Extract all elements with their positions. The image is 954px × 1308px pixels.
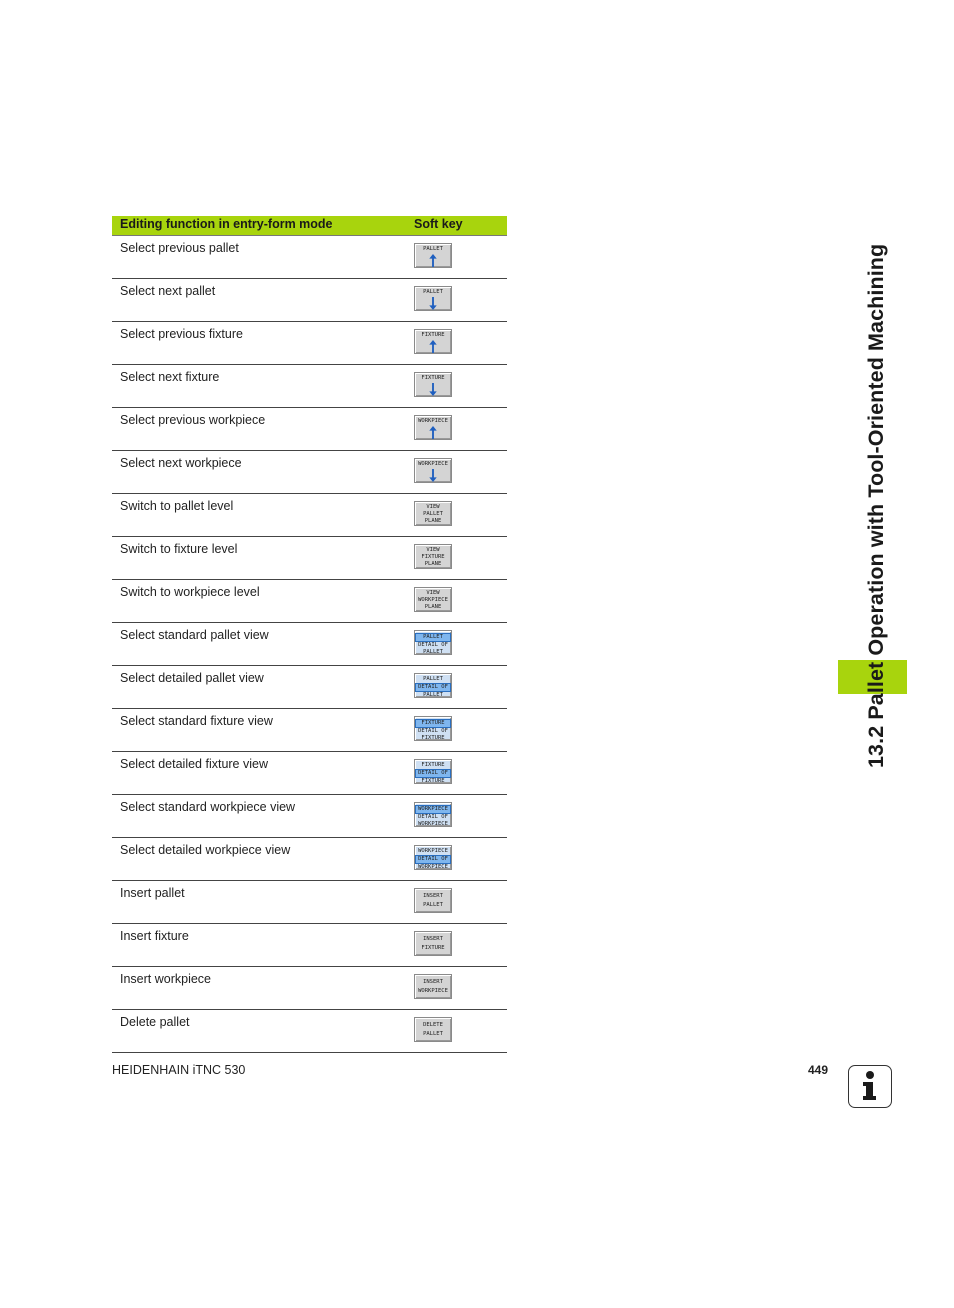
arrow-up-icon [429, 254, 437, 267]
function-label: Select next workpiece [120, 456, 242, 470]
footer-product: HEIDENHAIN iTNC 530 [112, 1063, 246, 1077]
function-label: Insert workpiece [120, 972, 212, 986]
soft-key-button[interactable] [414, 415, 452, 440]
soft-key-text: VIEW [426, 504, 440, 510]
function-label: Select next fixture [120, 370, 220, 384]
soft-key-text: PALLET [415, 633, 451, 642]
soft-key-text: VIEW [426, 590, 440, 596]
function-label: Select previous pallet [120, 241, 239, 255]
soft-key-button[interactable] [414, 673, 452, 698]
soft-key-button[interactable] [414, 286, 452, 311]
soft-key-text: INSERT [423, 892, 443, 899]
soft-key-text: FIXTURE [421, 944, 445, 951]
soft-key-button[interactable] [414, 1017, 452, 1042]
soft-key-text: DETAIL OF [418, 642, 448, 648]
arrow-down-icon [429, 297, 437, 310]
function-label: Select previous workpiece [120, 413, 266, 427]
header-function: Editing function in entry-form mode [120, 217, 333, 231]
function-label: Insert fixture [120, 929, 189, 943]
soft-key-text: PALLET [423, 692, 443, 698]
soft-key-text: DETAIL OF [418, 814, 448, 820]
function-label: Insert pallet [120, 886, 185, 900]
soft-key-text: PALLET [423, 1030, 443, 1037]
function-label: Switch to pallet level [120, 499, 234, 513]
soft-key-text: WORKPIECE [418, 864, 448, 870]
soft-key-button[interactable] [414, 372, 452, 397]
soft-key-button[interactable] [414, 716, 452, 741]
function-label: Select standard workpiece view [120, 800, 296, 814]
soft-key-text: FIXTURE [415, 719, 451, 728]
soft-key-text: WORKPIECE [418, 418, 448, 424]
arrow-up-icon [429, 426, 437, 439]
soft-key-text: INSERT [423, 935, 443, 942]
soft-key-text: DETAIL OF [415, 683, 451, 692]
table-row [112, 322, 507, 365]
soft-key-text: FIXTURE [421, 762, 445, 768]
soft-key-text: PALLET [423, 676, 443, 682]
function-label: Select previous fixture [120, 327, 243, 341]
soft-key-text: VIEW [426, 547, 440, 553]
soft-key-button[interactable] [414, 501, 452, 526]
soft-key-text: WORKPIECE [418, 461, 448, 467]
soft-key-button[interactable] [414, 329, 452, 354]
soft-key-text: PLANE [424, 604, 442, 610]
soft-key-text: DELETE [423, 1021, 443, 1028]
table-row [112, 236, 507, 279]
soft-key-text: FIXTURE [421, 332, 445, 338]
soft-key-text: PALLET [423, 649, 443, 655]
soft-key-text: WORKPIECE [415, 805, 451, 814]
soft-key-text: WORKPIECE [418, 848, 448, 854]
soft-key-text: PALLET [423, 289, 443, 295]
soft-key-text: WORKPIECE [418, 821, 448, 827]
soft-key-button[interactable] [414, 544, 452, 569]
chapter-title: 13.2 Pallet Operation with Tool-Oriented Machining [864, 243, 888, 768]
soft-key-text: PLANE [424, 518, 442, 524]
softkey-table [112, 216, 507, 1053]
soft-key-button[interactable] [414, 974, 452, 999]
table-row [112, 752, 507, 795]
soft-key-button[interactable] [414, 243, 452, 268]
soft-key-text: FIXTURE [421, 554, 445, 560]
table-row [112, 365, 507, 408]
soft-key-text: WORKPIECE [418, 987, 448, 994]
soft-key-button[interactable] [414, 845, 452, 870]
table-header [112, 216, 507, 236]
table-row [112, 537, 507, 580]
table-row [112, 494, 507, 537]
function-label: Select detailed workpiece view [120, 843, 291, 857]
table-row [112, 967, 507, 1010]
table-row [112, 838, 507, 881]
arrow-up-icon [429, 340, 437, 353]
soft-key-text: PALLET [423, 901, 443, 908]
soft-key-text: PLANE [424, 561, 442, 567]
soft-key-button[interactable] [414, 802, 452, 827]
table-body [112, 236, 507, 1053]
arrow-down-icon [429, 383, 437, 396]
soft-key-button[interactable] [414, 458, 452, 483]
function-label: Switch to workpiece level [120, 585, 260, 599]
table-row [112, 580, 507, 623]
soft-key-text: WORKPIECE [418, 597, 448, 603]
header-softkey: Soft key [414, 217, 463, 231]
table-row [112, 623, 507, 666]
table-row [112, 666, 507, 709]
function-label: Select standard fixture view [120, 714, 273, 728]
soft-key-button[interactable] [414, 630, 452, 655]
soft-key-text: FIXTURE [421, 735, 445, 741]
soft-key-text: FIXTURE [421, 375, 445, 381]
table-row [112, 408, 507, 451]
table-row [112, 279, 507, 322]
table-row [112, 881, 507, 924]
soft-key-button[interactable] [414, 587, 452, 612]
page-number: 449 [808, 1063, 829, 1077]
table-row [112, 795, 507, 838]
soft-key-button[interactable] [414, 931, 452, 956]
function-label: Switch to fixture level [120, 542, 238, 556]
table-row [112, 1010, 507, 1053]
soft-key-button[interactable] [414, 888, 452, 913]
info-icon [848, 1065, 892, 1108]
table-row [112, 924, 507, 967]
soft-key-text: PALLET [423, 511, 443, 517]
soft-key-text: FIXTURE [421, 778, 445, 784]
soft-key-text: PALLET [423, 246, 443, 252]
soft-key-text: DETAIL OF [415, 769, 451, 778]
table-row [112, 451, 507, 494]
function-label: Select next pallet [120, 284, 216, 298]
table-row [112, 709, 507, 752]
function-label: Select detailed fixture view [120, 757, 268, 771]
soft-key-text: INSERT [423, 978, 443, 985]
function-label: Delete pallet [120, 1015, 190, 1029]
soft-key-text: DETAIL OF [415, 855, 451, 864]
arrow-down-icon [429, 469, 437, 482]
function-label: Select detailed pallet view [120, 671, 264, 685]
soft-key-button[interactable] [414, 759, 452, 784]
soft-key-text: DETAIL OF [418, 728, 448, 734]
function-label: Select standard pallet view [120, 628, 269, 642]
